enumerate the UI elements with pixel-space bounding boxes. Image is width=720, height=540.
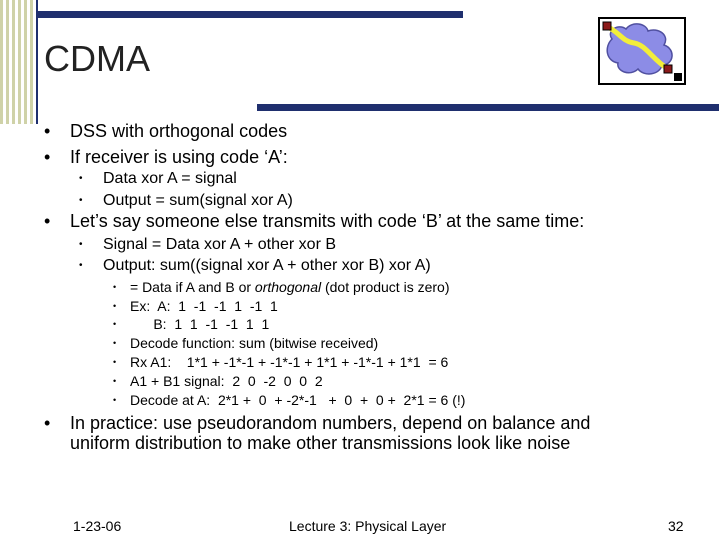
- bullet-marker: •: [113, 282, 117, 292]
- bullet-marker: •: [113, 301, 117, 311]
- bullet-marker: •: [44, 211, 51, 231]
- network-cloud-icon: [598, 17, 686, 85]
- footer-page-number: 32: [668, 518, 684, 534]
- bullet-marker: •: [79, 195, 83, 206]
- slide-title: CDMA: [44, 38, 150, 79]
- list-item: Output = sum(signal xor A): [103, 192, 293, 209]
- left-stripe-decoration: [0, 0, 36, 124]
- list-item: If receiver is using code ‘A’:: [70, 147, 288, 167]
- footer-date: 1-23-06: [73, 518, 122, 534]
- list-item: In practice: use pseudorandom numbers, depend on balance and: [70, 413, 591, 433]
- bullet-marker: •: [44, 413, 51, 433]
- list-item: Data xor A = signal: [103, 170, 237, 187]
- title-accent-bar: [257, 104, 719, 111]
- bullet-marker: •: [44, 121, 51, 141]
- bullet-marker: •: [44, 147, 51, 167]
- text-segment: (dot product is zero): [321, 279, 450, 295]
- emphasis-text: orthogonal: [254, 279, 322, 295]
- bullet-marker: •: [113, 357, 117, 367]
- list-item: Let’s say someone else transmits with code ‘B’ at the same time:: [70, 211, 585, 231]
- bullet-marker: •: [113, 319, 117, 329]
- text-segment: = Data if A and B or: [130, 279, 255, 295]
- list-item: Signal = Data xor A + other xor B: [103, 236, 337, 253]
- list-item: B: 1 1 -1 -1 1 1: [130, 316, 270, 332]
- bullet-marker: •: [113, 395, 117, 405]
- bullet-marker: •: [113, 376, 117, 386]
- list-item-continuation: uniform distribution to make other transmissions look like noise: [70, 433, 571, 453]
- bullet-marker: •: [79, 260, 83, 271]
- list-item: Output: sum((signal xor A + other xor B) xor A): [103, 257, 431, 274]
- list-item: [130, 279, 449, 295]
- list-item: A1 + B1 signal: 2 0 -2 0 0 2: [130, 373, 323, 389]
- list-item: DSS with orthogonal codes: [70, 121, 288, 141]
- list-item: Decode function: sum (bitwise received): [130, 335, 379, 351]
- bullet-marker: •: [79, 173, 83, 184]
- bullet-marker: •: [79, 239, 83, 250]
- list-item: Ex: A: 1 -1 -1 1 -1 1: [130, 298, 278, 314]
- footer-lecture-title: Lecture 3: Physical Layer: [289, 518, 447, 534]
- list-item: Rx A1: 1*1 + -1*-1 + -1*-1 + 1*1 + -1*-1 + 1*1 = 6: [130, 354, 449, 370]
- bullet-marker: •: [113, 338, 117, 348]
- list-item: Decode at A: 2*1 + 0 + -2*-1 + 0 + 0 + 2*1 = 6 (!): [130, 392, 466, 408]
- top-accent-bar: [36, 11, 463, 18]
- left-rule: [36, 0, 38, 124]
